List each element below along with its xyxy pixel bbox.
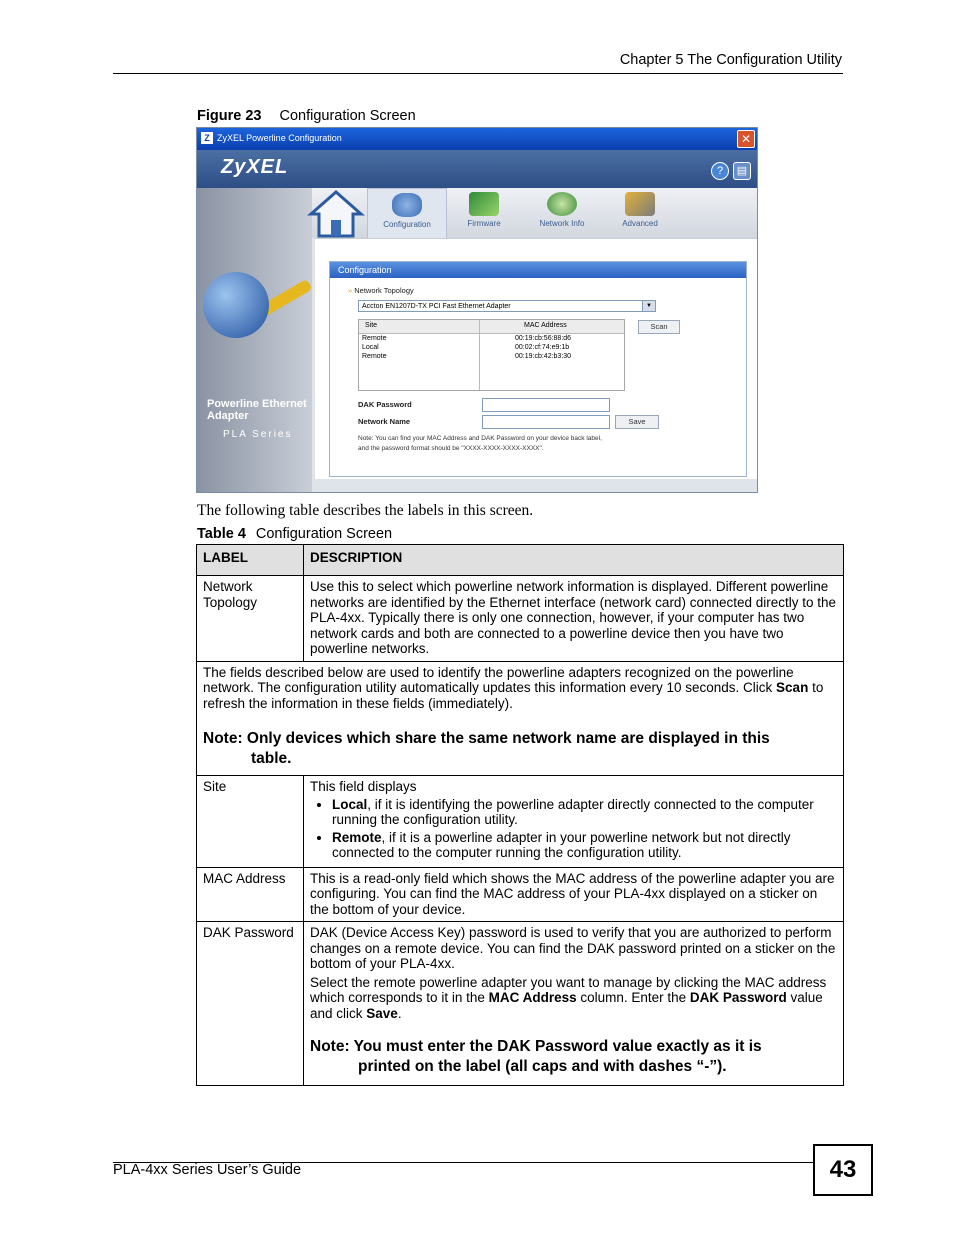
row-description: Use this to select which powerline network information is displayed. Different powerline networks are identified by the Ethernet interface (network card) connected directly to the PLA-4xx. Typically there is only one connection, however, if your computer has two network cards and both are connected to a powerline device then you have two powerline networks.: [304, 576, 844, 662]
app-icon: Z: [201, 132, 213, 144]
tab-configuration[interactable]: [367, 188, 447, 240]
close-button[interactable]: ✕: [737, 130, 755, 148]
panel-header: [330, 262, 746, 278]
grid-cell-mac: 00:19:cb:42:b3:30: [515, 353, 572, 360]
site-bullets: [310, 797, 837, 861]
site-intro: This field displays: [310, 779, 417, 794]
site-mac-grid: [358, 319, 625, 391]
network-name-label: Network Name: [358, 417, 411, 426]
list-item: [332, 797, 837, 828]
dak-password-label: DAK Password: [358, 400, 412, 409]
adapter-select-value: Accton EN1207D-TX PCI Fast Ethernet Adapter: [362, 303, 511, 310]
header-description: DESCRIPTION: [304, 545, 844, 576]
figure-title: Configuration Screen: [279, 108, 416, 124]
content-area: [315, 238, 757, 479]
network-info-icon: [547, 192, 577, 216]
note-line: Note: You must enter the DAK Password value exactly as it is: [310, 1038, 762, 1055]
span-cell: [197, 661, 844, 776]
minimize-icon[interactable]: ▤: [733, 162, 751, 180]
row-label: MAC Address: [197, 867, 304, 922]
topology-label-text: Network Topology: [354, 286, 414, 295]
grid-header-site: Site: [365, 322, 378, 329]
dak-desc: DAK (Device Access Key) password is used to verify that you are authorized to perform changes on a remote device. You can find the DAK password printed on a sticker on the bottom of your PLA-4xx.: [310, 925, 836, 971]
zyxel-logo: ZyXEL: [221, 156, 289, 178]
panel-note-line2: and the password format should be "XXXX-XXXX-XXXX-XXXX".: [358, 445, 544, 452]
scan-button[interactable]: Scan: [638, 320, 680, 334]
bullet-text: , if it is identifying the powerline adapter directly connected to the computer running the configuration utility.: [332, 796, 814, 827]
bullet-bold: Remote: [332, 829, 382, 845]
tab-label: Configuration: [383, 220, 431, 229]
tab-label: Advanced: [622, 219, 658, 228]
grid-cell-mac: 00:02:cf:74:e9:1b: [515, 344, 570, 351]
grid-row[interactable]: [359, 352, 624, 361]
row-label: Site: [197, 776, 304, 868]
footer-guide: PLA-4xx Series User’s Guide: [113, 1162, 302, 1178]
topology-label: [348, 286, 414, 295]
firmware-icon: [469, 192, 499, 216]
chevron-down-icon[interactable]: ▼: [642, 301, 655, 311]
window-titlebar: [197, 128, 757, 150]
tab-bar: [312, 188, 757, 238]
tab-network-info[interactable]: [523, 188, 601, 238]
table-title: Configuration Screen: [255, 526, 393, 542]
configuration-icon: [392, 193, 422, 217]
grid-cell-site: Remote: [362, 335, 387, 342]
text: value and click: [310, 990, 823, 1021]
chapter-header: Chapter 5 The Configuration Utility: [619, 52, 842, 68]
header-label: LABEL: [197, 545, 304, 576]
advanced-icon: [625, 192, 655, 216]
row-label: Network Topology: [197, 576, 304, 662]
grid-row[interactable]: [359, 343, 624, 352]
configuration-panel: [329, 261, 747, 477]
text: column. Enter the: [576, 990, 690, 1005]
arrow-icon: »: [348, 286, 353, 295]
span-bold: Scan: [776, 680, 809, 695]
dak-password-input[interactable]: [482, 398, 610, 412]
note-line: Note: Only devices which share the same network name are displayed in this: [203, 730, 770, 747]
note-line: table.: [251, 750, 292, 767]
text: .: [397, 1005, 402, 1021]
table-span-row: [197, 661, 844, 776]
note: [203, 729, 837, 769]
text: Select the remote powerline adapter you want to manage by clicking the MAC address which corresponds to it in the: [310, 974, 827, 1005]
configuration-table: [196, 544, 844, 1086]
grid-row[interactable]: [359, 334, 624, 343]
grid-cell-mac: 00:19:cb:56:88:d6: [515, 335, 572, 342]
table-row: [197, 776, 844, 868]
window-title: ZyXEL Powerline Configuration: [217, 133, 342, 143]
table-header-row: [197, 545, 844, 576]
table-caption: [197, 526, 392, 542]
grid-cell-site: Local: [362, 344, 379, 351]
home-icon[interactable]: [307, 188, 365, 238]
page-number: 43: [813, 1144, 873, 1196]
adapter-select[interactable]: [358, 300, 656, 312]
note-line: printed on the label (all caps and with dashes “-”).: [358, 1058, 727, 1075]
save-button[interactable]: Save: [615, 415, 659, 429]
globe-icon: [203, 272, 269, 338]
bold-text: DAK Password: [689, 990, 787, 1005]
product-name: Powerline Ethernet Adapter: [207, 398, 307, 422]
tab-label: Network Info: [539, 219, 585, 228]
left-branding-panel: [197, 188, 312, 492]
bold-text: MAC Address: [488, 990, 577, 1005]
bold-text: Save: [366, 1005, 398, 1021]
panel-title: Configuration: [338, 265, 392, 275]
tab-firmware[interactable]: [445, 188, 523, 238]
series-name: PLA Series: [223, 429, 293, 440]
table-row: [197, 576, 844, 662]
table-label: Table 4: [197, 526, 246, 542]
note: [310, 1037, 837, 1077]
help-icon[interactable]: ?: [711, 162, 729, 180]
tab-label: Firmware: [467, 219, 501, 228]
figure-label: Figure 23: [197, 108, 262, 124]
row-description: This is a read-only field which shows the MAC address of the powerline adapter you are configuring. You can find the MAC address of your PLA-4xx displayed on a sticker on the bottom of your device.: [304, 867, 844, 922]
row-label: DAK Password: [197, 922, 304, 1086]
brand-banner: [197, 150, 757, 188]
panel-note-line1: Note: You can find your MAC Address and DAK Password on your device back label,: [358, 435, 602, 442]
span-text: The fields described below are used to identify the powerline adapters recognized on the powerline network. The configuration utility automatically updates this information every 10 seconds. Click: [203, 664, 794, 695]
grid-cell-site: Remote: [362, 353, 387, 360]
table-row: [197, 922, 844, 1086]
grid-header-mac: MAC Address: [524, 322, 567, 329]
grid-header: [359, 320, 624, 334]
tab-advanced[interactable]: [601, 188, 679, 238]
row-description: [304, 922, 844, 1086]
network-name-input[interactable]: [482, 415, 610, 429]
intro-paragraph: The following table describes the labels in this screen.: [197, 502, 534, 519]
row-description: [304, 776, 844, 868]
list-item: [332, 830, 837, 861]
panel-note: [358, 434, 743, 454]
dak-instructions: [310, 975, 837, 1022]
config-window-screenshot: [196, 127, 758, 493]
bullet-text: , if it is a powerline adapter in your powerline network but not directly connected to the computer running the configuration utility.: [332, 829, 791, 860]
figure-caption: [197, 108, 416, 124]
table-row: [197, 867, 844, 922]
bullet-bold: Local: [332, 796, 368, 812]
header-rule: [113, 73, 843, 74]
span-text: to refresh the information in these fields (immediately).: [203, 680, 824, 711]
